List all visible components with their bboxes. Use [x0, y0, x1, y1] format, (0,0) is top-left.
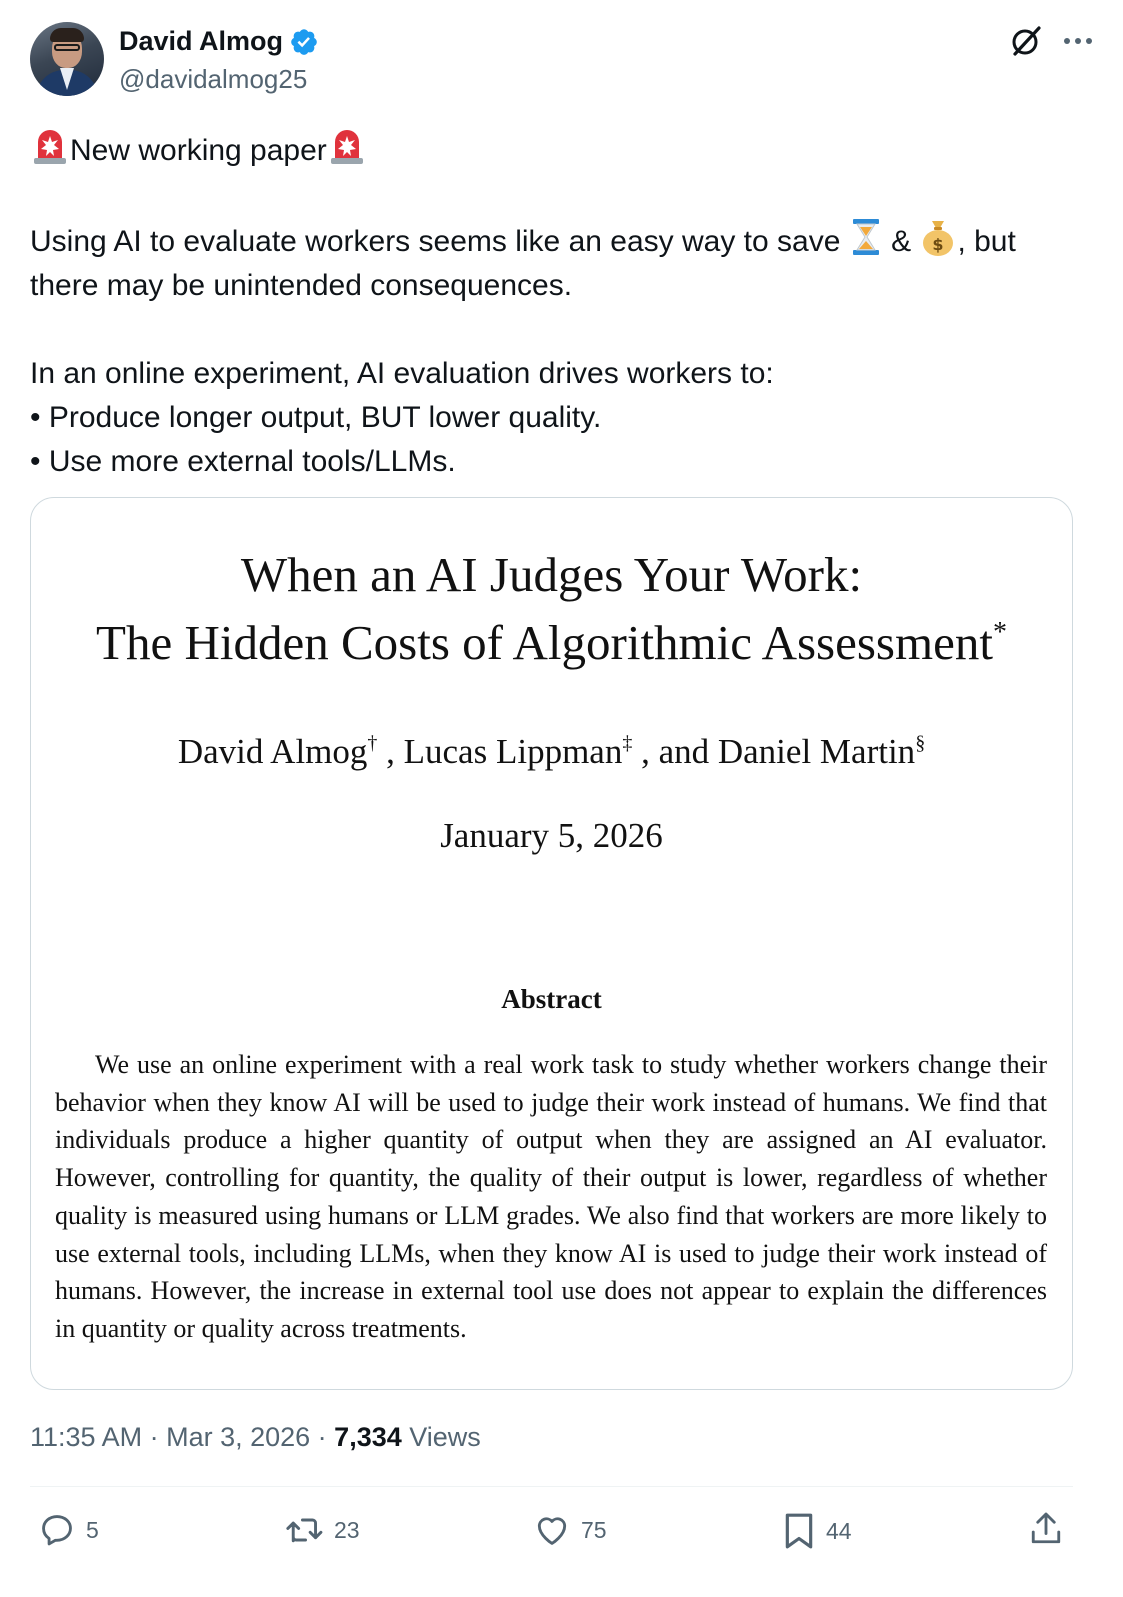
paper-title-line-2-text: The Hidden Costs of Algorithmic Assessment	[96, 615, 993, 670]
avatar[interactable]	[30, 22, 104, 96]
repost-icon	[284, 1511, 324, 1549]
views-count: 7,334	[334, 1422, 402, 1452]
author-name-row[interactable]	[119, 26, 319, 57]
views-label: Views	[401, 1422, 481, 1452]
repost-button[interactable]	[284, 1511, 360, 1549]
police-light-emoji-icon	[327, 126, 367, 166]
paper-authors	[31, 732, 1072, 772]
grok-icon[interactable]	[1009, 24, 1043, 58]
paper-author-1: David Almog	[177, 732, 368, 771]
share-icon	[1028, 1509, 1064, 1549]
tweet-line-8: • Use more external tools/LLMs.	[30, 445, 456, 478]
police-light-emoji-icon	[30, 126, 70, 166]
paper-author-2-mark: ‡	[622, 732, 633, 754]
money-bag-emoji-icon	[919, 217, 957, 257]
svg-text:$: $	[932, 235, 945, 254]
paper-author-2: Lucas Lippman	[403, 732, 623, 771]
divider	[30, 1486, 1073, 1487]
paper-title-mark: *	[992, 617, 1007, 648]
paper-title-line-1: When an AI Judges Your Work:	[240, 547, 863, 602]
like-count: 75	[581, 1516, 607, 1543]
abstract-heading: Abstract	[501, 984, 602, 1014]
author-handle[interactable]: @davidalmog25	[119, 64, 308, 94]
tweet-date[interactable]: Mar 3, 2026	[166, 1422, 311, 1452]
more-icon[interactable]	[1063, 36, 1093, 46]
hourglass-emoji-icon	[849, 217, 883, 257]
action-bar	[30, 1505, 1073, 1565]
paper-image-card[interactable]	[30, 497, 1073, 1390]
tweet-line-3-tail: , but	[957, 225, 1016, 258]
tweet-line-1	[30, 126, 1093, 173]
bookmark-icon	[782, 1511, 816, 1551]
reply-icon	[38, 1511, 76, 1549]
bookmark-count: 44	[826, 1517, 852, 1544]
tweet-time[interactable]: 11:35 AM	[30, 1422, 143, 1452]
paper-author-3-mark: §	[915, 732, 926, 754]
tweet-text	[30, 126, 1093, 484]
heart-icon	[533, 1511, 571, 1549]
tweet-line-3	[30, 217, 1093, 264]
repost-count: 23	[334, 1516, 360, 1543]
paper-author-sep-1: ,	[377, 732, 404, 771]
tweet-line-blank-2	[30, 308, 1093, 352]
top-actions	[1009, 24, 1093, 58]
reply-button[interactable]	[38, 1511, 99, 1549]
paper-author-sep-2: , and	[632, 732, 718, 771]
tweet-line-1-text: New working paper	[70, 134, 327, 167]
paper-author-1-mark: †	[367, 732, 378, 754]
like-button[interactable]	[533, 1511, 607, 1549]
bookmark-button[interactable]	[782, 1511, 852, 1551]
tweet-line-blank	[30, 173, 1093, 217]
paper-author-3: Daniel Martin	[717, 732, 916, 771]
verified-badge-icon	[289, 27, 319, 57]
tweet-line-6: In an online experiment, AI evaluation drives workers to:	[30, 357, 774, 390]
abstract-body: We use an online experiment with a real work task to study whether workers change their behavior when they know AI will be used to judge their work instead of humans. We find that individuals produce a higher quantity of output when they are assigned an AI evaluator. However, controlling for quantity, the quality of their output is lower, regardless of whether quality is measured using humans or LLM grades. We also find that workers are more likely to use external tools, including LLMs, when they know AI is used to judge their work instead of humans. However, the increase in external tool use does not appear to explain the differences in quantity or quality across treatments.	[55, 1050, 1047, 1343]
tweet-line-7: • Produce longer output, BUT lower quality.	[30, 401, 602, 434]
tweet-ampersand: &	[891, 225, 912, 258]
tweet-line-3-text: Using AI to evaluate workers seems like an easy way to save	[30, 225, 841, 258]
tweet-line-4: there may be unintended consequences.	[30, 269, 573, 302]
reply-count: 5	[86, 1516, 99, 1543]
meta-separator-2: ·	[310, 1422, 335, 1452]
paper-title-line-2	[31, 614, 1072, 671]
meta-separator: ·	[142, 1422, 167, 1452]
tweet-meta	[30, 1422, 481, 1453]
paper-date: January 5, 2026	[440, 816, 663, 855]
tweet-header	[30, 22, 1093, 102]
author-display-name[interactable]: David Almog	[119, 26, 284, 56]
share-button[interactable]	[1028, 1509, 1064, 1549]
